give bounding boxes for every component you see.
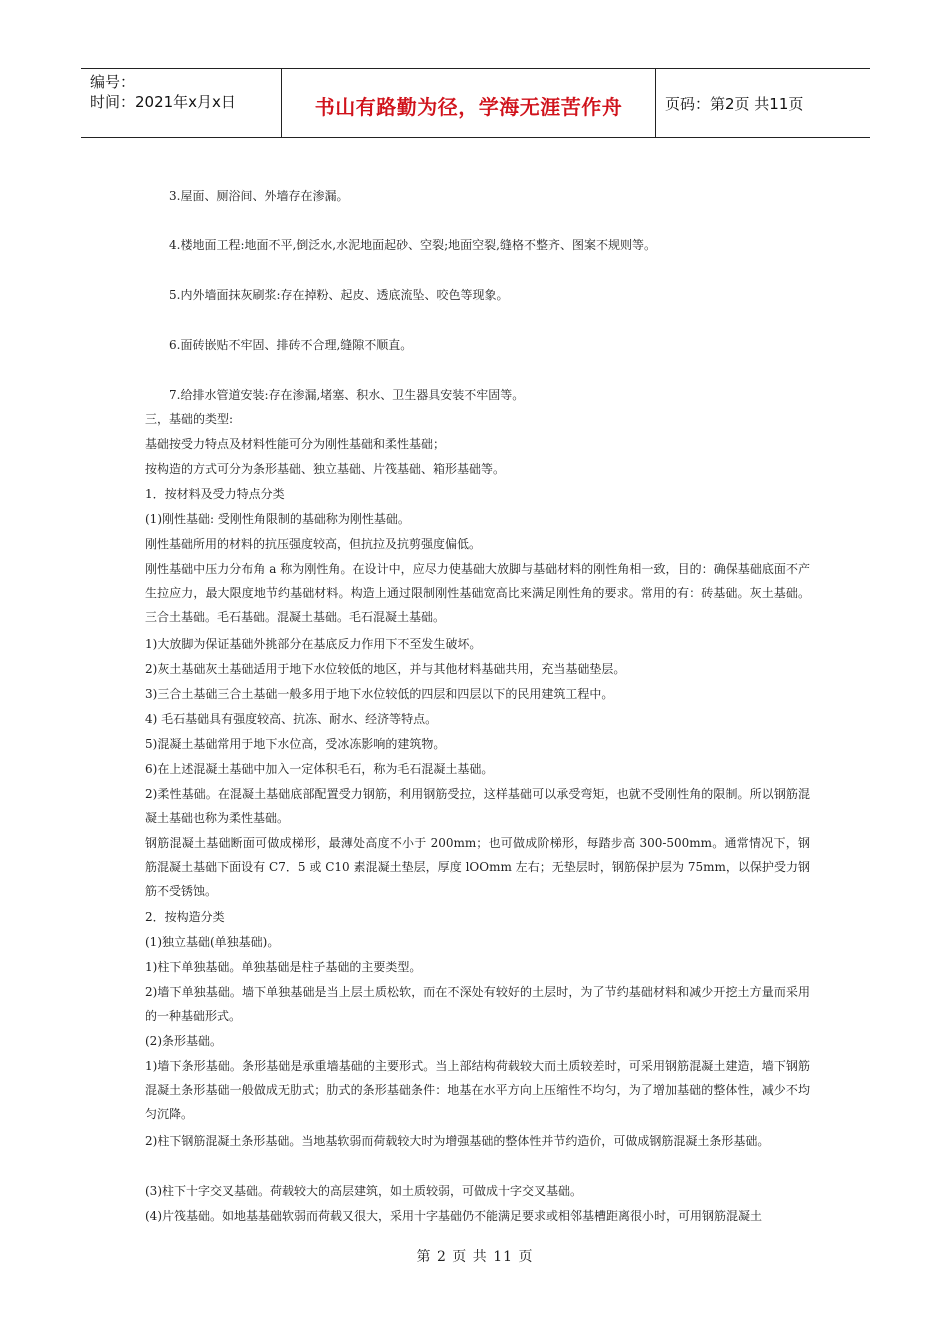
list-item: 7.给排水管道安装:存在渗漏,堵塞、积水、卫生器具安装不牢固等。 [169,388,525,402]
header-meta-cell [81,69,282,137]
document-time-label: 时间：2021年x月x日 [90,93,236,111]
subsection-heading: 1．按材料及受力特点分类 [145,487,285,501]
paragraph: (1)独立基础(单独基础)。 [145,935,280,949]
header-motto: 书山有路勤为径，学海无涯苦作舟 [314,95,623,119]
page-footer: 第 2 页 共 11 页 [416,1249,534,1265]
header-motto-cell [282,69,656,137]
paragraph: (4)片筏基础。如地基基础软弱而荷载又很大，采用十字基础仍不能满足要求或相邻基槽距离很小时，可用钢筋混凝土 [145,1209,763,1223]
paragraph: (3)柱下十字交叉基础。荷载较大的高层建筑，如土质较弱，可做成十字交叉基础。 [145,1184,583,1198]
subsection-heading: 2．按构造分类 [145,910,225,924]
paragraph: 1)柱下单独基础。单独基础是柱子基础的主要类型。 [145,960,422,974]
paragraph: 按构造的方式可分为条形基础、独立基础、片筏基础、箱形基础等。 [145,462,506,476]
paragraph: (1)刚性基础: 受刚性角限制的基础称为刚性基础。 [145,512,410,526]
list-item: 5.内外墙面抹灰刷浆:存在掉粉、起皮、透底流坠、咬色等现象。 [169,288,509,302]
paragraph: 6)在上述混凝土基础中加入一定体积毛石，称为毛石混凝土基础。 [145,762,494,776]
header-page-cell [656,69,870,137]
paragraph: 刚性基础所用的材料的抗压强度较高，但抗拉及抗剪强度偏低。 [145,537,482,551]
paragraph: 基础按受力特点及材料性能可分为刚性基础和柔性基础； [145,437,446,451]
list-item: 4.楼地面工程:地面不平,倒泛水,水泥地面起砂、空裂;地面空裂,缝格不整齐、图案不规则等。 [169,238,656,252]
section-heading: 三，基础的类型: [145,412,234,426]
list-item: 3.屋面、厕浴间、外墙存在渗漏。 [169,189,349,203]
paragraph: (2)条形基础。 [145,1034,222,1048]
paragraph: 刚性基础中压力分布角 a 称为刚性角。在设计中，应尽力使基础大放脚与基础材料的刚性角相一致，目的：确保基础底面不产生拉应力，最大限度地节约基础材料。构造上通过限制刚性基础宽高比来满足刚性角的要求。常用的有：砖基础。灰土基础。三合土基础。毛石基础。混凝土基础。毛石混凝土基础。 [145,562,810,624]
page-header [81,68,870,138]
document-number-label: 编号： [90,73,136,91]
paragraph: 3)三合土基础三合土基础一般多用于地下水位较低的四层和四层以下的民用建筑工程中。 [145,687,614,701]
paragraph: 2)柱下钢筋混凝土条形基础。当地基软弱而荷载较大时为增强基础的整体性并节约造价，可做成钢筋混凝土条形基础。 [145,1134,770,1148]
list-item: 6.面砖嵌贴不牢固、排砖不合理,缝隙不顺直。 [169,338,413,352]
paragraph: 2)墙下单独基础。墙下单独基础是当上层土质松软，而在不深处有较好的土层时，为了节约基础材料和减少开挖土方量而采用的一种基础形式。 [145,985,810,1023]
header-page-code: 页码：第2页 共11页 [665,95,804,113]
paragraph: 1)墙下条形基础。条形基础是承重墙基础的主要形式。当上部结构荷载较大而土质较差时，可采用钢筋混凝土建造，墙下钢筋混凝土条形基础一般做成无肋式；肋式的条形基础条件：地基在水平方向上压缩性不均匀，为了增加基础的整体性，减少不均匀沉降。 [145,1059,810,1121]
paragraph: 4) 毛石基础具有强度较高、抗冻、耐水、经济等特点。 [145,712,438,726]
paragraph: 1)大放脚为保证基础外挑部分在基底反力作用下不至发生破坏。 [145,637,482,651]
paragraph: 2)柔性基础。在混凝土基础底部配置受力钢筋，利用钢筋受拉，这样基础可以承受弯矩，也就不受刚性角的限制。所以钢筋混凝土基础也称为柔性基础。 [145,787,810,825]
paragraph: 钢筋混凝土基础断面可做成梯形，最薄处高度不小于 200mm；也可做成阶梯形，每踏步高 300-500mm。通常情况下，钢筋混凝土基础下面设有 C7．5 或 C10 素混凝土垫层，厚度 lOOmm 左右；无垫层时，钢筋保护层为 75mm，以保护受力钢筋不受锈蚀。 [145,836,810,898]
paragraph: 2)灰土基础灰土基础适用于地下水位较低的地区，并与其他材料基础共用，充当基础垫层。 [145,662,626,676]
paragraph: 5)混凝土基础常用于地下水位高，受冰冻影响的建筑物。 [145,737,446,751]
